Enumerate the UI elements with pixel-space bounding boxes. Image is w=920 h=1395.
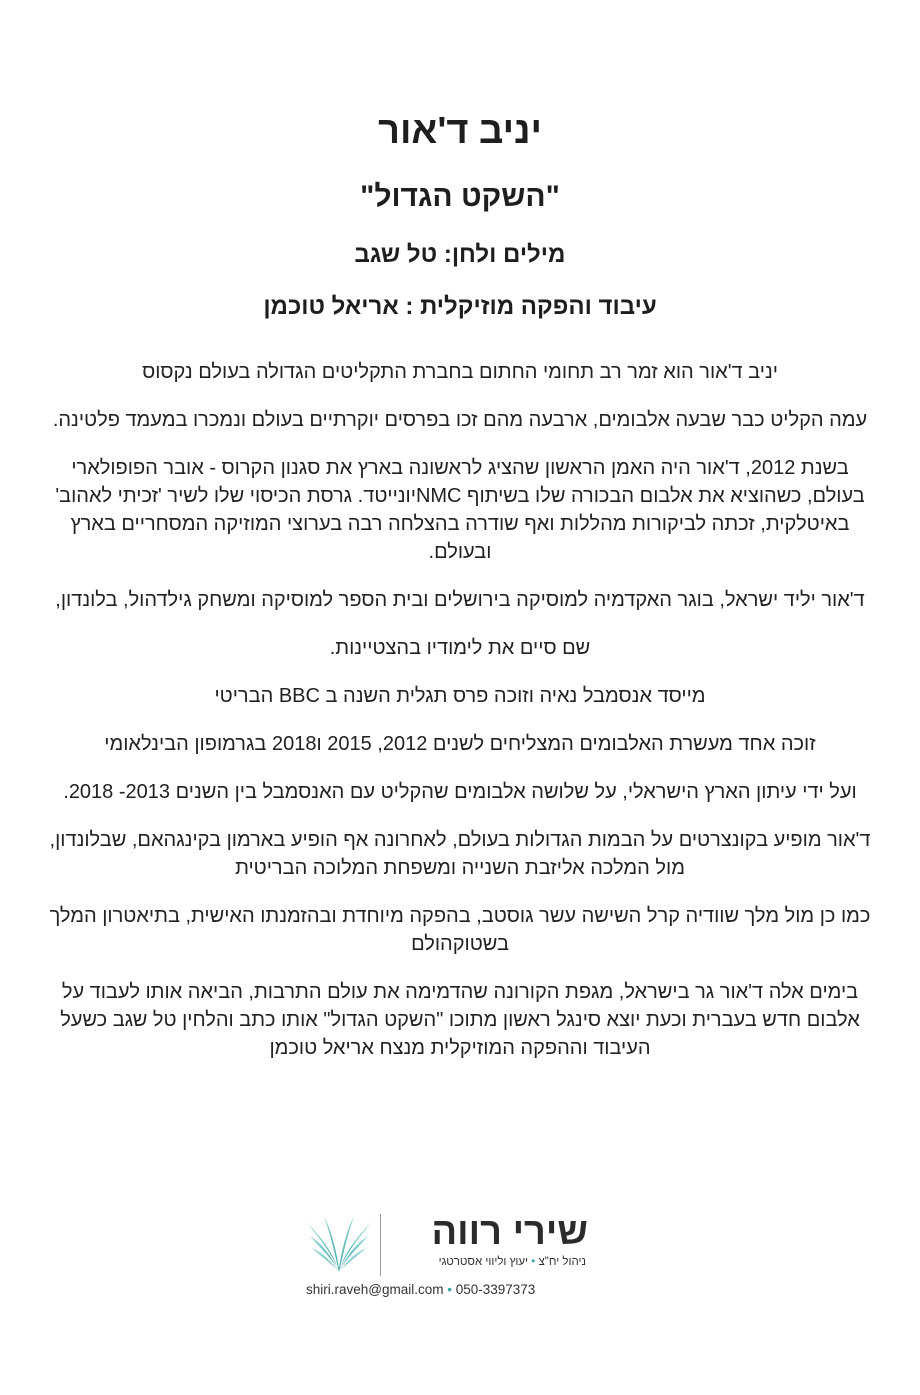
paragraph: יניב ד'אור הוא זמר רב תחומי החתום בחברת התקליטים הגדולה בעולם נקסוס — [142, 361, 778, 383]
paragraph: בימים אלה ד'אור גר בישראל, מגפת הקורונה שהדמימה את עולם התרבות, הביאה אותו לעבוד על אלבום חדש בעברית וכעת יוצא סינגל ראשון מתוכו "השקט הגדול" אותו כתב והלחין טל שגב כשעל העיבוד וההפקה המוזיקלית מנצח אריאל טוכמן — [60, 981, 860, 1059]
paragraph: ועל ידי עיתון הארץ הישראלי, על שלושה אלבומים שהקליט עם האנסמבל בין השנים 2013- 2018. — [63, 781, 857, 803]
logo-contact — [306, 1282, 592, 1298]
dot-separator: • — [443, 1282, 456, 1297]
paragraph: שם סיים את לימודיו בהצטיינות. — [329, 637, 591, 659]
paragraph: מייסד אנסמבל נאיה וזוכה פרס תגלית השנה ב BBC הבריטי — [214, 685, 706, 707]
paragraph: זוכה אחד מעשרת האלבומים המצליחים לשנים 2012, 2015 ו2018 בגרמופון הבינלאומי — [104, 733, 816, 755]
company-logo — [300, 1212, 600, 1304]
logo-divider — [380, 1214, 381, 1276]
paragraph: ד'אור מופיע בקונצרטים על הבמות הגדולות בעולם, לאחרונה אף הופיע בארמון בקינגהאם, שבלונדון, מול המלכה אליזבת השנייה ומשפחת המלוכה הבריטית — [49, 829, 871, 879]
artist-name: יניב ד'אור — [378, 110, 542, 152]
phone-number[interactable]: 050-3397373 — [455, 1282, 536, 1297]
paragraph: ד'אור יליד ישראל, בוגר האקדמיה למוסיקה בירושלים ובית הספר למוסיקה ומשחק גילדהול, בלונדון, — [55, 589, 865, 611]
butterfly-icon — [304, 1214, 374, 1276]
tagline-strategy: יעוץ וליווי אסטרטגי — [438, 1256, 529, 1268]
logo-tagline — [388, 1255, 586, 1269]
lyrics-music-credit: מילים ולחן: טל שגב — [354, 241, 566, 268]
biography — [40, 358, 880, 1082]
headings — [0, 108, 920, 322]
logo-name: שירי רווה — [431, 1211, 588, 1253]
dot-separator: • — [528, 1256, 539, 1268]
tagline-pr: ניהול יח"צ — [538, 1256, 586, 1268]
paragraph: עמה הקליט כבר שבעה אלבומים, ארבעה מהם זכו בפרסים יוקרתיים בעולם ונמכרו במעמד פלטינה. — [52, 409, 868, 431]
production-credit: עיבוד והפקה מוזיקלית : אריאל טוכמן — [263, 293, 657, 320]
song-title: "השקט הגדול" — [360, 180, 560, 213]
paragraph: בשנת 2012, ד'אור היה האמן הראשון שהציג לראשונה בארץ את סגנון הקרוס - אובר הפופולארי בעולם, כשהוציא את אלבום הבכורה שלו בשיתוף NMCיונייטד. גרסת הכיסוי שלו לשיר 'זכיתי לאהוב' באיטלקית, זכתה לביקורות מהללות ואף שודרה בהצלחה רבה בערוצי המוזיקה המסחריים בארץ ובעולם. — [55, 457, 865, 563]
email-link[interactable]: shiri.raveh@gmail.com — [306, 1282, 444, 1297]
paragraph: כמו כן מול מלך שוודיה קרל השישה עשר גוסטב, בהפקה מיוחדת ובהזמנתו האישית, בתיאטרון המלך בשטוקהולם — [49, 905, 871, 955]
